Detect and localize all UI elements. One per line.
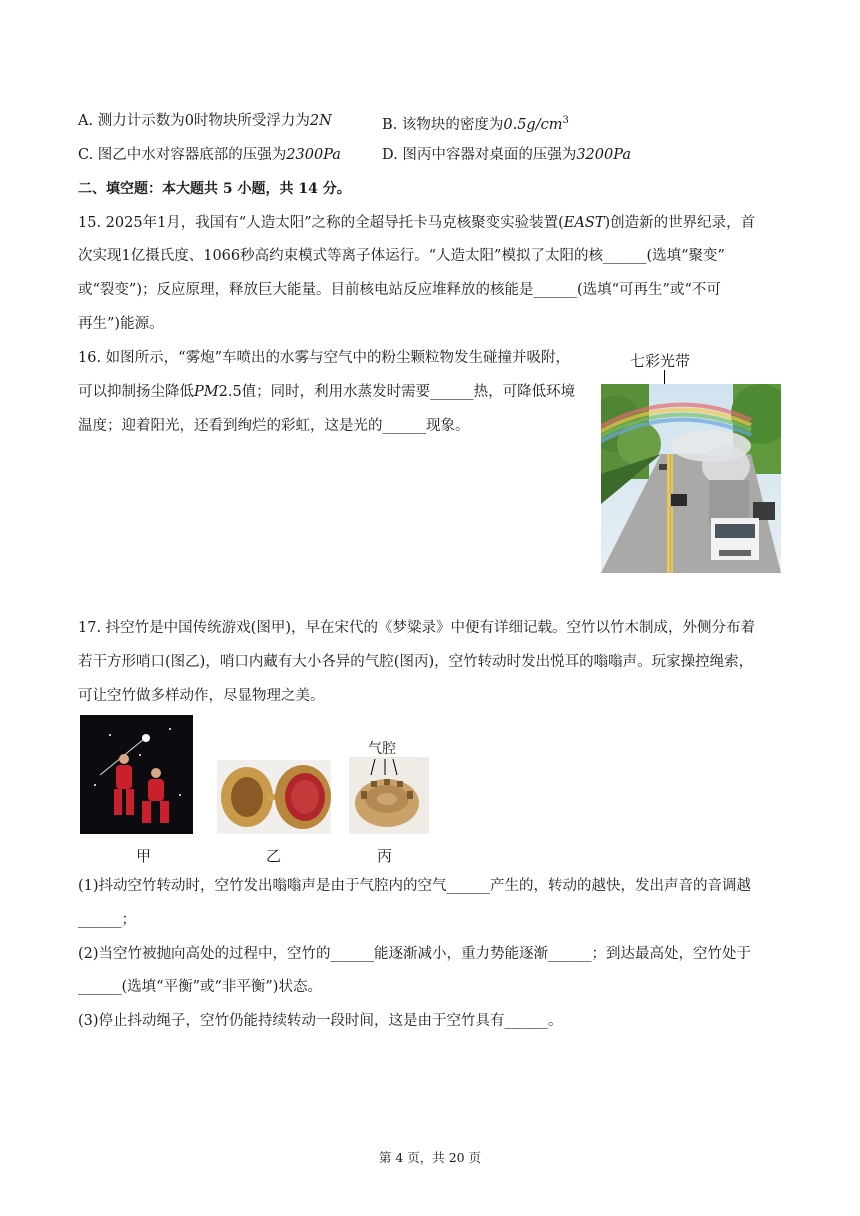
- option-b: [382, 111, 569, 135]
- figure-jia-photo: [80, 715, 193, 834]
- option-d: [382, 145, 631, 165]
- q15-line3: 或“裂变”)；反应原理，释放巨大能量。目前核电站反应堆释放的核能是______(选填“可再生”或“不可: [78, 282, 721, 298]
- option-c-math: 2300Pa: [286, 147, 341, 163]
- q17-line1: 17. 抖空竹是中国传统游戏(图甲)，早在宋代的《梦粱录》中便有详细记载。空竹以竹木制成，外侧分布着: [78, 620, 755, 636]
- q15-line4: 再生”)能源。: [78, 316, 164, 332]
- q16-line3: 温度；迎着阳光，还看到绚烂的彩虹，这是光的______现象。: [78, 418, 470, 434]
- option-b-sup: 3: [562, 115, 569, 126]
- option-c: [78, 145, 341, 165]
- q16-line1: 16. 如图所示，“雾炮”车喷出的水雾与空气中的粉尘颗粒物发生碰撞并吸附，: [78, 350, 570, 366]
- option-b-math: 0.5g/cm: [503, 116, 563, 133]
- q16-figure: [600, 346, 782, 576]
- figure-yi-caption: 乙: [266, 847, 282, 865]
- q16-line2b: 2.5值；同时，利用水蒸发时需要______热，可降低环境: [218, 384, 576, 400]
- option-a-text: A. 测力计示数为0时物块所受浮力为: [78, 113, 310, 129]
- option-d-math: 3200Pa: [576, 147, 631, 163]
- q17-sub3: (3)停止抖动绳子，空竹仍能持续转动一段时间，这是由于空竹具有______。: [78, 1013, 563, 1029]
- figure-bing-caption: 丙: [377, 847, 393, 865]
- q17-sub1-line1: (1)抖动空竹转动时，空竹发出嗡嗡声是由于气腔内的空气______产生的，转动的越快，发出声音的音调越: [78, 878, 752, 894]
- q17-sub2-line1: (2)当空竹被抛向高处的过程中，空竹的______能逐渐减小，重力势能逐渐______；到达最高处，空竹处于: [78, 946, 752, 962]
- q15-line1-math: EAST: [563, 215, 605, 231]
- option-c-text: C. 图乙中水对容器底部的压强为: [78, 147, 287, 163]
- figure-bing-photo: [349, 757, 429, 834]
- fog-truck-photo: [601, 384, 781, 573]
- q16-line2-math: PM: [194, 384, 219, 400]
- q17-line2: 若干方形哨口(图乙)，哨口内藏有大小各异的气腔(图丙)，空竹转动时发出悦耳的嗡嗡声。玩家操控绳索，: [78, 654, 754, 670]
- page-footer: 第 4 页，共 20 页: [378, 1150, 482, 1165]
- q15-line1a: 15. 2025年1月，我国有“人造太阳”之称的全超导托卡马克核聚变实验装置(: [78, 215, 564, 231]
- q17-sub2-line2: ______(选填“平衡”或“非平衡”)状态。: [78, 979, 322, 995]
- q16-line2: [78, 382, 575, 402]
- option-d-text: D. 图丙中容器对桌面的压强为: [382, 147, 577, 163]
- q16-line2a: 可以抑制扬尘降低: [78, 384, 194, 400]
- section-title: 二、填空题：本大题共 5 小题，共 14 分。: [78, 181, 351, 197]
- figure-yi-photo: [217, 760, 331, 834]
- option-b-text: B. 该物块的密度为: [382, 116, 504, 133]
- q17-line3: 可让空竹做多样动作，尽显物理之美。: [78, 688, 325, 704]
- qiang-label: 气腔: [368, 741, 396, 757]
- q15-line1b: )创造新的世界纪录，首: [604, 215, 756, 231]
- q16-figure-label: 七彩光带: [630, 352, 691, 370]
- q15-line1: [78, 213, 755, 233]
- q15-line2: 次实现1亿摄氏度、1066秒高约束模式等离子体运行。“人造太阳”模拟了太阳的核______(选填“聚变”: [78, 248, 725, 264]
- q17-sub1-line2: ______；: [78, 912, 136, 928]
- option-a-math: 2N: [309, 113, 332, 129]
- option-a: [78, 111, 332, 131]
- label-pointer-line: [664, 370, 665, 384]
- figure-jia-caption: 甲: [136, 847, 152, 865]
